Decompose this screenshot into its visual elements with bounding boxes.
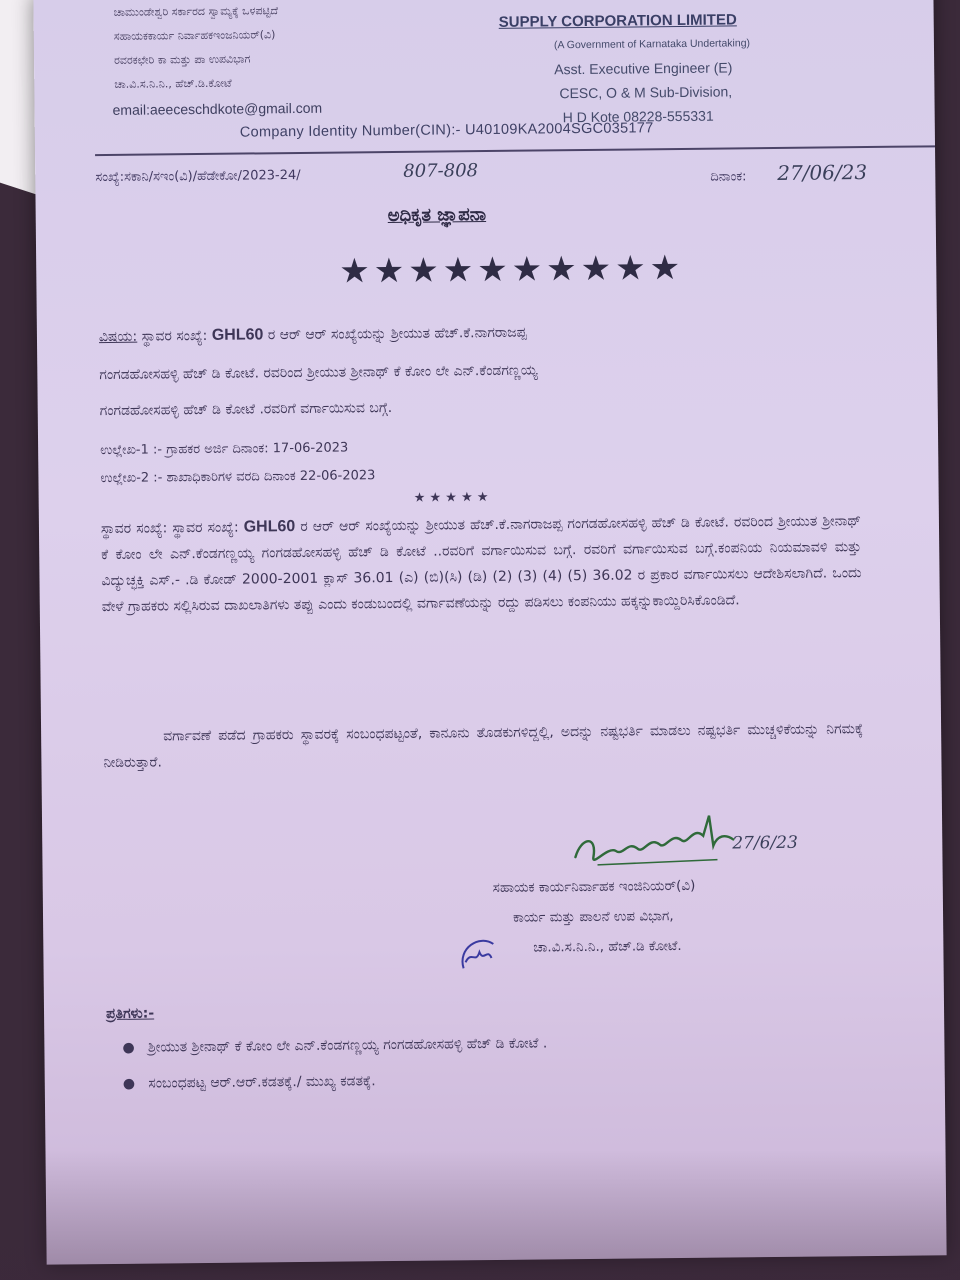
header-corp-name: SUPPLY CORPORATION LIMITED [498, 11, 737, 31]
header-left-line3: ರವರಕಛೇರಿ ಕಾ ಮತ್ತು ಪಾ ಉಪವಿಭಾಗ [113, 52, 251, 67]
copies-item-1 [122, 1035, 547, 1055]
header-govt: (A Government of Karnataka Undertaking) [553, 37, 751, 52]
letter-page [33, 0, 946, 1265]
handwritten-signature [567, 805, 748, 877]
signature-date-handwritten: 27/6/23 [732, 832, 798, 854]
header-left-line1: ಚಾಮುಂಡೇಶ್ವರಿ ಸರ್ಕಾರದ ಸ್ವಾಮ್ಯಕ್ಕೆ ಒಳಪಟ್ಟಿದೆ [113, 4, 279, 19]
copies-item-2-text: ಸಂಬಂಧಪಟ್ಟ ಆರ್.ಆರ್.ಕಡತಕ್ಕೆ./ ಮುಖ್ಯ ಕಡತಕ್ಕೆ. [148, 1073, 376, 1092]
signature-designation: ಸಹಾಯಕ ಕಾರ್ಯನಿರ್ವಾಹಕ ಇಂಜಿನಿಯರ್(ವಿ) [492, 877, 696, 896]
bullet-icon: ● [122, 1075, 136, 1092]
para1-start: ಸ್ಥಾವರ ಸಂಖ್ಯೆ: ಸ್ಥಾವರ ಸಂಖ್ಯೆ: [100, 519, 239, 538]
subject-line1 [99, 320, 527, 350]
subject-line1-a: ಸ್ಥಾವರ ಸಂಖ್ಯೆ: [141, 327, 208, 345]
para1-rest: ರ ಆರ್ ಆರ್ ಸಂಖ್ಯೆಯನ್ನು ಶ್ರೀಯುತ ಹೆಚ್.ಕೆ.ನಾಗರಾಜಪ್ಪ ಗಂಗಡಹೋಸಹಳ್ಳಿ ಹೆಚ್ ಡಿ ಕೋಟೆ. ರವರಿಂದ ಶ್ರೀಯುತ ಶ್ರೀನಾಥ್ ಕೆ ಕೋಂ ಲೇ ಎನ್.ಕೆಂಡಗಣ್ಣಯ್ಯ ಗಂಗಡಹೋಸಹಳ್ಳಿ ಹೆಚ್ ಡಿ ಕೋಟೆ ..ರವರಿಗೆ ವರ್ಗಾಯಿಸುವ ಬಗ್ಗೆ. ರವರಿಗೆ ವರ್ಗಾಯಿಸುವ ಬಗ್ಗೆ.ಕಂಪನಿಯ ನಿಯಮಾವಳಿ ಮತ್ತು ವಿದ್ಯುಚ್ಛಕ್ತಿ ಎಸ್.- .ಡಿ ಕೋಡ್ 2000-2001 ಕ್ಲಾಸ್ 36.01 (ಎ) (ಬಿ)(ಸಿ) (ಡಿ) (2) (3) (4) (5) 36.02 ರ ಪ್ರಕಾರ ವರ್ಗಾಯಿಸಲು ಆದೇಶಿಸಲಾಗಿದೆ. ಒಂದು ವೇಳೆ ಗ್ರಾಹಕರು ಸಲ್ಲಿಸಿರುವ ದಾಖಲಾತಿಗಳು ತಪ್ಪು ಎಂದು ಕಂಡುಬಂದಲ್ಲಿ ವರ್ಗಾವಣೆಯನ್ನು ರದ್ದು ಪಡಿಸಲು ಕಂಪನಿಯು ಹಕ್ಕನ್ನುಕಾಯ್ದಿರಿಸಿಕೊಂಡಿದೆ. [101, 513, 862, 616]
signature-office: ಕಾರ್ಯ ಮತ್ತು ಪಾಲನೆ ಉಪ ವಿಭಾಗ, [512, 908, 674, 926]
initials-mark [453, 928, 504, 979]
header-email: email:aeeceschdkote@gmail.com [112, 99, 323, 118]
memo-title: ಅಧಿಕೃತ ಜ್ಞಾಪನಾ [387, 204, 487, 227]
header-place-phone: H D Kote 08228-555331 [562, 107, 714, 126]
header-designation: Asst. Executive Engineer (E) [554, 59, 733, 78]
section-stars: ★ ★ ★ ★ ★ [413, 490, 489, 506]
reference-2: ಉಲ್ಲೇಖ-2 :- ಶಾಖಾಧಿಕಾರಿಗಳ ವರದಿ ದಿನಾಂಕ 22-06-2023 [100, 468, 376, 487]
cin-number: Company Identity Number(CIN):- U40109KA2004SGC035177 [239, 120, 654, 141]
reference-number-handwritten: 807-808 [403, 160, 479, 182]
bullet-icon: ● [122, 1039, 135, 1056]
para1-code: GHL60 [243, 518, 296, 536]
copies-item-2 [123, 1073, 376, 1092]
subject-line1-b: ರ ಆರ್ ಆರ್ ಸಂಖ್ಯೆಯನ್ನು ಶ್ರೀಯುತ ಹೆಚ್.ಕೆ.ನಾಗರಾಜಪ್ಪ [267, 324, 527, 344]
header-divider [95, 145, 935, 156]
subject-code: GHL60 [211, 326, 264, 344]
date-label: ದಿನಾಂಕ: [710, 169, 747, 185]
body-paragraph-2: ವರ್ಗಾವಣೆ ಪಡೆದ ಗ್ರಾಹಕರು ಸ್ಥಾವರಕ್ಕೆ ಸಂಬಂಧಪಟ್ಟಂತೆ, ಕಾನೂನು ತೊಡಕುಗಳಿದ್ದಲ್ಲಿ, ಅದನ್ನು ನಷ್ಟಭರ್ತಿ ಮಾಡಲು ನಷ್ಟಭರ್ತಿ ಮುಚ್ಚಳಿಕೆಯನ್ನು ನಿಗಮಕ್ಕೆ ನೀಡಿರುತ್ತಾರೆ. [103, 721, 864, 772]
reference-1: ಉಲ್ಲೇಖ-1 :- ಗ್ರಾಹಕರ ಅರ್ಜಿ ದಿನಾಂಕ: 17-06-2023 [100, 440, 349, 459]
subject-label: ವಿಷಯ: [98, 328, 138, 346]
header-left-line4: ಚಾ.ವಿ.ಸ.ನಿ.ನಿ., ಹೆಚ್.ಡಿ.ಕೋಟೆ [114, 76, 232, 91]
header-office: CESC, O & M Sub-Division, [559, 83, 733, 102]
body-paragraph-1 [101, 508, 862, 620]
reference-number: ಸಂಖ್ಯೆ:ಸಕಾನಿ/ಸಇಂ(ವಿ)/ಹೆಡೇಕೋ/2023-24/ [95, 167, 301, 186]
title-stars: ★★★★★★★★★★ [339, 247, 685, 292]
header-left-line2: ಸಹಾಯಕಕಾರ್ಯ ನಿರ್ವಾಹಕಇಂಜನಿಯರ್(ವಿ) [113, 28, 276, 43]
copies-item-1-text: ಶ್ರೀಯುತ ಶ್ರೀನಾಥ್ ಕೆ ಕೋಂ ಲೇ ಎನ್.ಕೆಂಡಗಣ್ಣಯ್ಯ ಗಂಗಡಹೋಸಹಳ್ಳಿ ಹೆಚ್ ಡಿ ಕೋಟೆ . [147, 1035, 548, 1056]
copies-label: ಪ್ರತಿಗಳು:- [105, 1005, 155, 1023]
subject-line3: ಗಂಗಡಹೋಸಹಳ್ಳಿ ಹೆಚ್ ಡಿ ಕೋಟೆ .ರವರಿಗೆ ವರ್ಗಾಯಿಸುವ ಬಗ್ಗೆ. [99, 400, 393, 420]
signature-company: ಚಾ.ವಿ.ಸ.ನಿ.ನಿ., ಹೆಚ್.ಡಿ ಕೋಟೆ. [533, 938, 682, 956]
date-handwritten: 27/06/23 [777, 160, 868, 185]
subject-line2: ಗಂಗಡಹೋಸಹಳ್ಳಿ ಹೆಚ್ ಡಿ ಕೋಟೆ. ರವರಿಂದ ಶ್ರೀಯುತ ಶ್ರೀನಾಥ್ ಕೆ ಕೋಂ ಲೇ ಎನ್.ಕೆಂಡಗಣ್ಣಯ್ಯ [99, 362, 538, 384]
